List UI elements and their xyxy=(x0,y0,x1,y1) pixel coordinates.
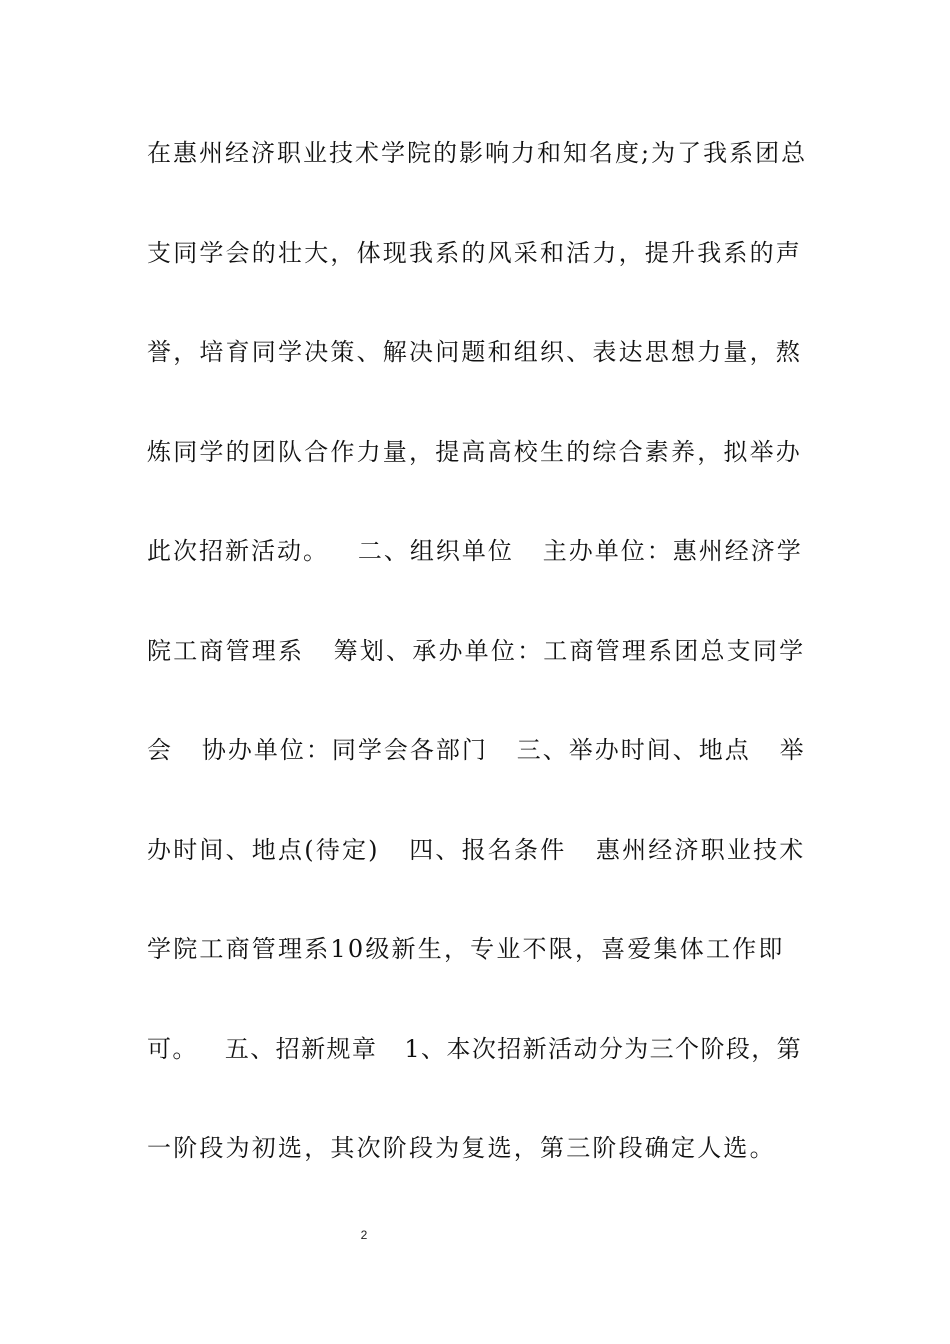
text-line: 院工商管理系 筹划、承办单位：工商管理系团总支同学 xyxy=(147,636,806,665)
text-line: 办时间、地点(待定) 四、报名条件 惠州经济职业技术 xyxy=(147,835,806,864)
page-number: 2 xyxy=(360,1228,368,1242)
text-line: 在惠州经济职业技术学院的影响力和知名度;为了我系团总 xyxy=(147,139,808,167)
body-text xyxy=(147,128,807,1223)
text-line: 支同学会的壮大，体现我系的风采和活力，提升我系的声 xyxy=(147,238,802,267)
text-line: 可。 五、招新规章 1、本次招新活动分为三个阶段，第 xyxy=(147,1034,803,1063)
text-line: 会 协办单位：同学会各部门 三、举办时间、地点 举 xyxy=(147,736,806,764)
text-line: 此次招新活动。 二、组织单位 主办单位：惠州经济学 xyxy=(147,537,803,565)
text-line: 一阶段为初选，其次阶段为复选，第三阶段确定人选。 xyxy=(147,1134,776,1162)
text-line: 誉，培育同学决策、解决问题和组织、表达思想力量，熬 xyxy=(147,338,802,366)
text-line: 学院工商管理系10级新生，专业不限，喜爱集体工作即 xyxy=(147,935,785,963)
text-line: 炼同学的团队合作力量，提高高校生的综合素养，拟举办 xyxy=(147,437,802,466)
